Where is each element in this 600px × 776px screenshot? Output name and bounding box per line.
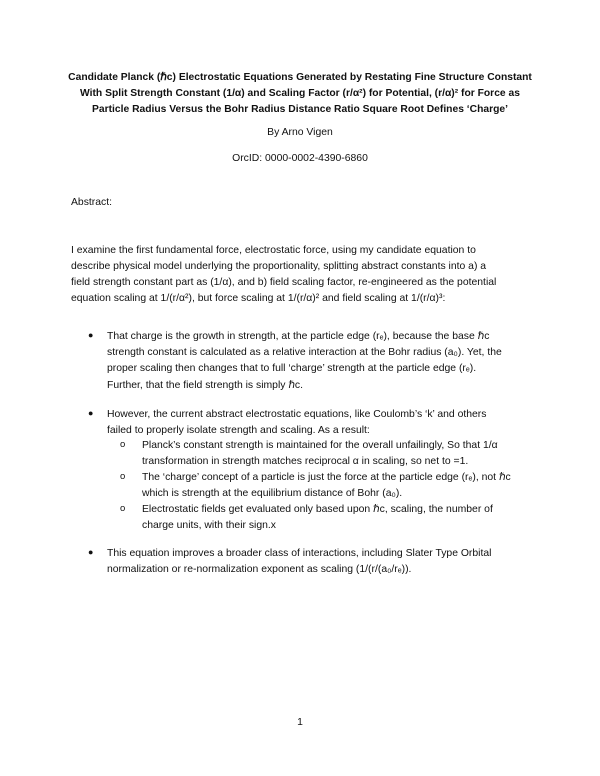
- bullet-line: proper scaling then changes that to full ‘charge’ strength at the particle edge (rₑ).: [107, 363, 477, 375]
- sub-bullet-item-2: [142, 470, 542, 502]
- title-line-3: Particle Radius Versus the Bohr Radius Distance Ratio Square Root Defines ‘Charge’: [92, 104, 508, 115]
- bullet-item-1: [107, 329, 542, 394]
- intro-line-3: field strength constant part as (1/α), and b) field scaling factor, re-engineered as the potential: [71, 277, 497, 288]
- sub-bullet-marker: o: [120, 503, 126, 514]
- sub-bullet-marker: o: [120, 471, 126, 482]
- bullet-line: However, the current abstract electrostatic equations, like Coulomb’s ‘k’ and others: [107, 409, 487, 420]
- page-number: 1: [297, 717, 303, 728]
- sub-bullet-line: which is strength at the equilibrium distance of Bohr (a₀).: [142, 488, 403, 500]
- bullet-item-2: [107, 407, 542, 439]
- bullet-line: That charge is the growth in strength, at the particle edge (rₑ), because the base ℏc: [107, 331, 490, 342]
- bullet-line: failed to properly isolate strength and scaling. As a result:: [107, 425, 370, 437]
- sub-bullet-line: charge units, with their sign.x: [142, 520, 276, 532]
- bullet-line: normalization or re-normalization exponent as scaling (1/(r/(a₀/rₑ)).: [107, 564, 412, 576]
- author-line: By Arno Vigen: [267, 127, 333, 138]
- intro-line-2: describe physical model underlying the proportionality, splitting abstract constants into a) a: [71, 261, 487, 272]
- sub-bullet-line: transformation in strength matches reciprocal α in scaling, so net to =1.: [142, 456, 469, 468]
- sub-bullet-line: Planck’s constant strength is maintained for the overall unfailingly, So that 1/α: [142, 440, 498, 451]
- sub-bullet-line: The ‘charge’ concept of a particle is just the force at the particle edge (rₑ), not ℏc: [142, 472, 511, 483]
- intro-line-1: I examine the first fundamental force, electrostatic force, using my candidate equation to: [71, 245, 476, 256]
- intro-line-4: equation scaling at 1/(r/α²), but force scaling at 1/(r/α)² and field scaling at 1/(r/α)³:: [71, 293, 446, 304]
- bullet-line: This equation improves a broader class of interactions, including Slater Type Orbital: [107, 548, 492, 559]
- abstract-label: Abstract:: [71, 197, 112, 208]
- bullet-marker: ●: [88, 408, 94, 418]
- title-line-2: With Split Strength Constant (1/α) and Scaling Factor (r/α²) for Potential, (r/α)² for Force as: [80, 88, 520, 99]
- title-line-1: Candidate Planck (ℏc) Electrostatic Equations Generated by Restating Fine Structure Constant: [68, 72, 532, 83]
- sub-bullet-item-1: [142, 438, 542, 470]
- paper-title: [60, 70, 540, 118]
- bullet-item-3: [107, 546, 542, 578]
- bullet-marker: ●: [88, 330, 94, 340]
- bullet-line: Further, that the field strength is simply ℏc.: [107, 379, 304, 391]
- bullet-line: strength constant is calculated as a relative interaction at the Bohr radius (a₀). Yet, the: [107, 347, 502, 359]
- sub-bullet-marker: o: [120, 439, 126, 450]
- bullet-marker: ●: [88, 547, 94, 557]
- intro-paragraph: [71, 243, 541, 307]
- sub-bullet-line: Electrostatic fields get evaluated only based upon ℏc, scaling, the number of: [142, 504, 493, 515]
- sub-bullet-item-3: [142, 502, 542, 534]
- orcid-line: OrcID: 0000-0002-4390-6860: [232, 153, 368, 164]
